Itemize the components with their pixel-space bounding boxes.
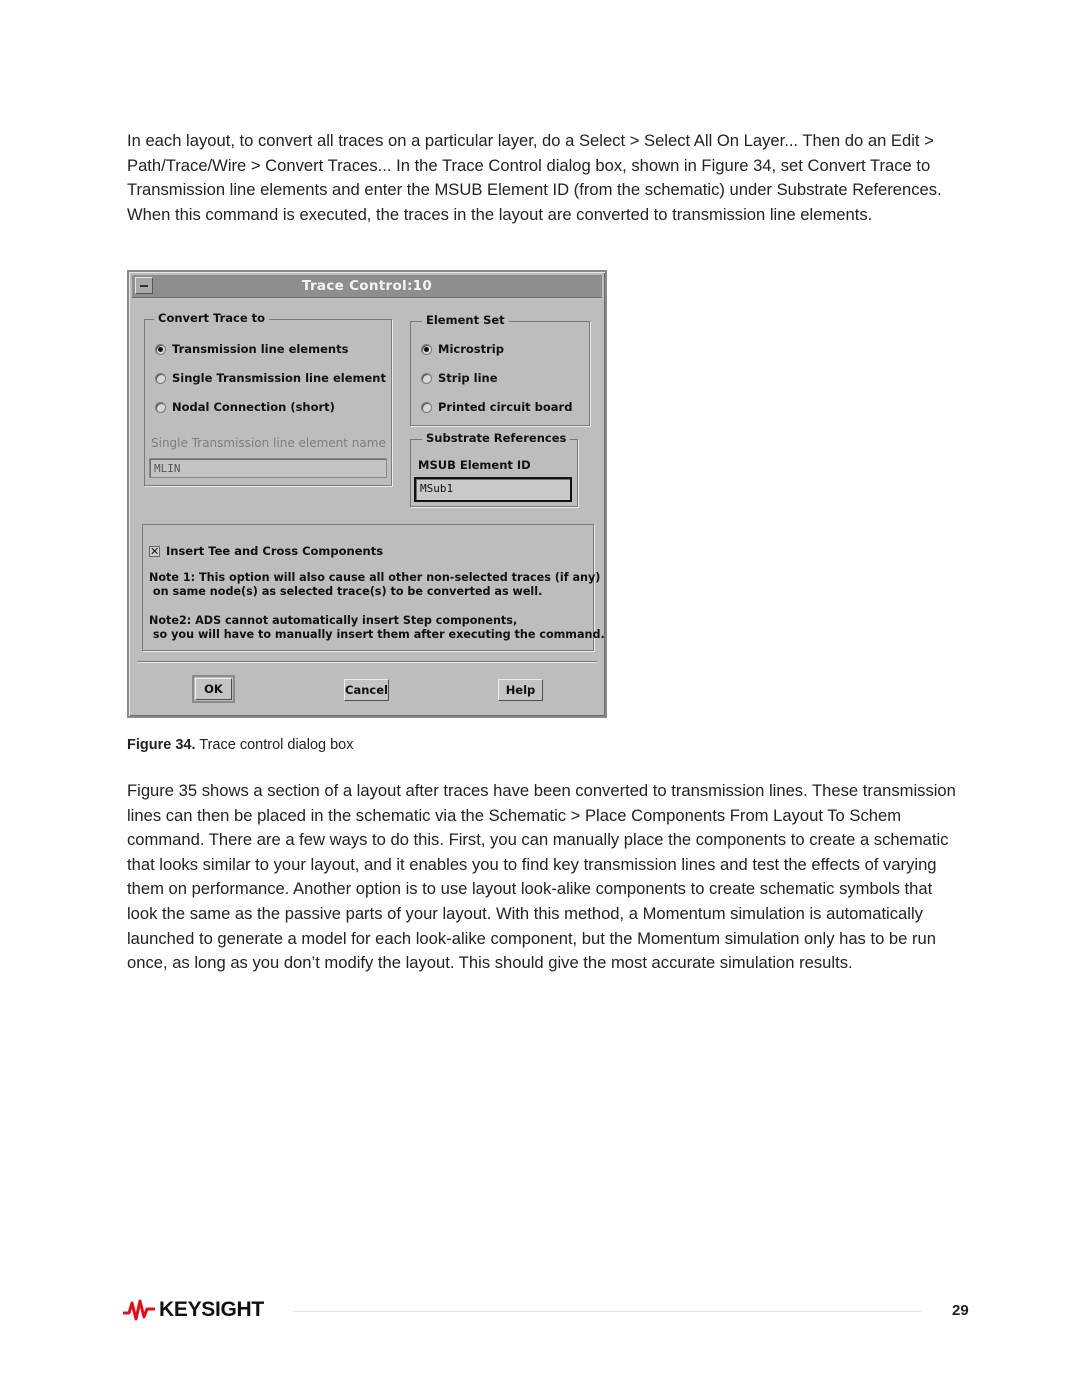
note-2-line-1: Note2: ADS cannot automatically insert Step components, bbox=[149, 614, 518, 627]
insert-tee-label: Insert Tee and Cross Components bbox=[166, 544, 384, 558]
note-1-line-1: Note 1: This option will also cause all other non-selected traces (if any) bbox=[149, 571, 601, 584]
trace-control-dialog bbox=[127, 270, 607, 718]
substrate-references-group bbox=[410, 431, 578, 507]
radio-printed-circuit-board[interactable] bbox=[421, 400, 572, 414]
keysight-brand: KEYSIGHT bbox=[159, 1298, 264, 1321]
option-label: Microstrip bbox=[438, 342, 504, 356]
substrate-references-legend: Substrate References bbox=[422, 431, 570, 445]
radio-microstrip[interactable] bbox=[421, 342, 504, 356]
checkbox-checked-icon: ✕ bbox=[150, 544, 160, 558]
radio-unselected-icon bbox=[155, 402, 166, 413]
body-paragraph: Figure 35 shows a section of a layout after traces have been converted to transmission lines. These transmission lines can then be placed in the schematic via the Schematic > Place Components From Layout To Schem command. There are a few ways to do this. First, you can manually place the components to create a schematic that looks similar to your layout, and it enables you to find key transmission lines and test the effects of varying them on performance. Another option is to use layout look-alike components to create schematic symbols that look the same as the passive parts of your layout. With this method, a Momentum simulation is automatically launched to generate a model for each look-alike component, but the Momentum simulation only has to be run once, as long as you don’t modify the layout. This should give the most accurate simulation results. bbox=[127, 781, 956, 973]
option-label: Single Transmission line element bbox=[172, 371, 386, 385]
figure-caption bbox=[127, 737, 354, 753]
radio-unselected-icon bbox=[421, 373, 432, 384]
option-label: Strip line bbox=[438, 371, 498, 385]
cancel-button[interactable]: Cancel bbox=[344, 679, 389, 701]
radio-strip-line[interactable] bbox=[421, 371, 498, 385]
radio-unselected-icon bbox=[421, 402, 432, 413]
msub-element-id-input[interactable]: MSub1 bbox=[414, 477, 572, 502]
dialog-separator bbox=[137, 661, 597, 663]
dialog-titlebar bbox=[132, 275, 602, 298]
element-set-legend: Element Set bbox=[422, 313, 509, 327]
note-1-line-2: on same node(s) as selected trace(s) to be converted as well. bbox=[149, 585, 543, 598]
footer-rule bbox=[293, 1311, 921, 1312]
radio-selected-icon bbox=[421, 344, 432, 355]
page-number: 29 bbox=[952, 1302, 969, 1319]
element-set-group bbox=[410, 313, 590, 426]
insert-tee-group bbox=[142, 524, 605, 651]
radio-single-transmission-line-element[interactable] bbox=[155, 371, 386, 385]
figure-caption-text: Trace control dialog box bbox=[199, 737, 354, 753]
option-label: Nodal Connection (short) bbox=[172, 400, 335, 414]
option-label: Printed circuit board bbox=[438, 400, 573, 414]
ok-button[interactable]: OK bbox=[195, 678, 232, 700]
radio-unselected-icon bbox=[155, 373, 166, 384]
radio-selected-icon bbox=[155, 344, 166, 355]
dialog-title: Trace Control:10 bbox=[301, 278, 433, 294]
intro-paragraph: In each layout, to convert all traces on a particular layer, do a Select > Select All On Layer... Then do an Edit > Path/Trace/Wire > Convert Traces... In the Trace Control dialog box, shown in Figure 34, set Convert Trace to Transmission line elements and enter the MSUB Element ID (from the schematic) under Substrate References. When this command is executed, the traces in the layout are converted to transmission line elements. bbox=[127, 131, 942, 224]
radio-nodal-connection[interactable] bbox=[155, 400, 335, 414]
option-label: Transmission line elements bbox=[172, 342, 349, 356]
note-2-line-2: so you will have to manually insert them after executing the command. bbox=[149, 628, 605, 641]
convert-trace-group bbox=[144, 311, 392, 486]
single-element-name-label: Single Transmission line element name bbox=[151, 436, 386, 450]
keysight-wave-icon bbox=[123, 1298, 155, 1322]
keysight-logo bbox=[123, 1298, 264, 1322]
radio-transmission-line-elements[interactable] bbox=[155, 342, 348, 356]
single-element-name-field[interactable]: MLIN bbox=[149, 458, 387, 478]
figure-label: Figure 34. bbox=[127, 737, 196, 753]
convert-trace-legend: Convert Trace to bbox=[154, 311, 269, 325]
help-button[interactable]: Help bbox=[498, 679, 543, 701]
insert-tee-checkbox[interactable] bbox=[149, 544, 383, 558]
msub-element-id-label: MSUB Element ID bbox=[418, 458, 531, 472]
